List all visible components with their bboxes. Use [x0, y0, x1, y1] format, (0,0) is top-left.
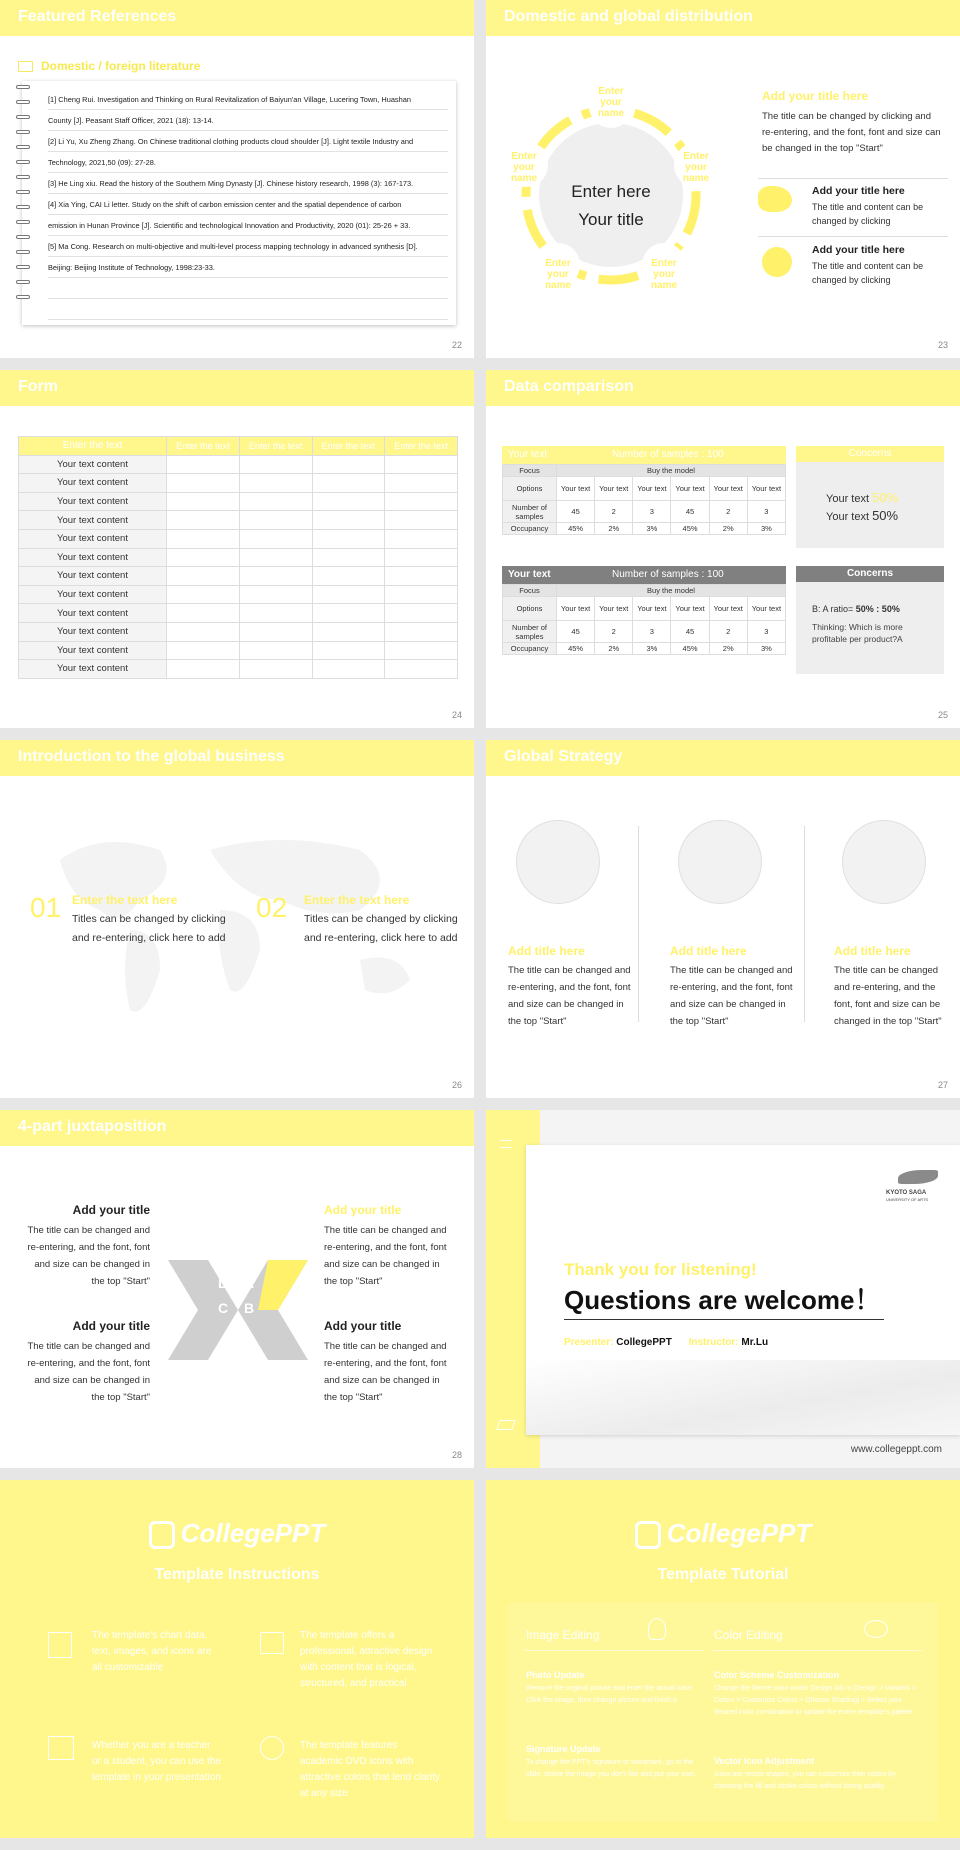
slide-header — [486, 0, 960, 36]
slide-title: Introduction to the global business — [18, 748, 285, 765]
page-number: 26 — [451, 1080, 462, 1090]
references-notebook — [22, 81, 456, 325]
node-label: Enter your name — [597, 86, 625, 119]
bulb-icon — [648, 1618, 666, 1640]
slide-template-instructions[interactable] — [0, 1480, 474, 1838]
col-title: Add title here — [834, 944, 911, 958]
item-desc: The title can be changed and re-entering, and the font, font and size can be changed in the top "Start" — [324, 1341, 447, 1403]
presenter-row: Presenter: CollegePPT Instructor: Mr.Lu — [564, 1337, 769, 1348]
page-number: 23 — [937, 340, 948, 350]
center-title: Enter here Your title — [571, 182, 651, 229]
tip-title: Photo Update — [526, 1670, 585, 1680]
table-header-row — [19, 437, 458, 456]
item-title: Add your title — [324, 1319, 402, 1333]
slide-thank-you[interactable] — [486, 1110, 960, 1468]
col-divider — [712, 1650, 922, 1651]
slide-title: Template Tutorial — [657, 1566, 789, 1583]
tip-text: Change the theme color under Design tab in [Design > Variants > Colors > Customize Colors > Choose Shading] > Select your desired color combination to update the entire template's palette. — [714, 1685, 917, 1716]
desc-1: Titles can be changed by clicking and re-entering, click here to add — [72, 913, 226, 944]
globe-icon — [842, 820, 926, 904]
brand-logo: CollegePPT — [0, 1518, 474, 1549]
slide-title: Template Instructions — [154, 1566, 320, 1583]
section-subtitle: Domestic / foreign literature — [41, 59, 201, 73]
tip-title: Vector Icon Adjustment — [714, 1756, 815, 1766]
reference-line: County [J]. Peasant Staff Officer, 2021 (18): 13-14. — [48, 110, 448, 131]
divider — [758, 236, 948, 237]
brand-logo: CollegePPT — [486, 1518, 960, 1549]
instruction-item: The template's chart data, text, images, and icons are all customizable — [92, 1630, 212, 1673]
ball-icon — [260, 1736, 284, 1760]
slide-header — [0, 740, 474, 776]
item-title: Add your title — [72, 1203, 150, 1217]
tip-title: Color Scheme Customization — [714, 1670, 840, 1680]
x-letter: C — [218, 1300, 229, 1316]
column-header: Enter the text — [167, 437, 240, 456]
reference-line: [1] Cheng Rui. Investigation and Thinking on Rural Revitalization of Baiyun'an Village, Lucering Town, Huashan — [48, 89, 448, 110]
comparison-table-2: Focus Buy the model Options Your text Your text Your text Your text Your text Your text Number of samples 45 2 3 45 2 3 Occupancy 45% 2% 3% 45% 2% 3% — [502, 584, 786, 655]
slide-title: 4-part juxtaposition — [18, 1118, 167, 1135]
reference-line: Beijing: Beijing Institute of Technology, 1998:23-33. — [48, 257, 448, 278]
concerns-box-2: Concerns B: A ratio= 50% : 50% Thinking: Which is more profitable per product?A — [796, 566, 944, 674]
palette-icon — [864, 1620, 888, 1638]
tip-text: Icons are vector shapes, you can customize their colors by choosing the fill and stroke colors without losing quality. — [714, 1771, 896, 1790]
table-row: Your text content — [19, 492, 458, 511]
item1-title: Add your title here — [812, 185, 905, 197]
slide-title: Data comparison — [504, 378, 634, 395]
slide-featured-references[interactable] — [0, 0, 474, 358]
x-letter: A — [244, 1275, 255, 1291]
col-desc: The title can be changed and re-entering, and the font, font and size can be changed in the top "Start" — [670, 965, 793, 1027]
right-title: Add your title here — [762, 89, 869, 103]
table-row: Your text content — [19, 567, 458, 586]
node-label: Enter your name — [544, 258, 572, 291]
menu-icon — [500, 1140, 512, 1148]
globe-icon — [678, 820, 762, 904]
node-label: Enter your name — [510, 151, 538, 184]
table-row: Your text content — [19, 548, 458, 567]
enter-text-1: Enter the text here — [72, 893, 178, 907]
table2-header: Your text Number of samples : 100 — [502, 566, 786, 584]
page-number: 25 — [937, 710, 948, 720]
slide-header — [486, 370, 960, 406]
table-row: Your text content — [19, 641, 458, 660]
slide-global-business[interactable] — [0, 740, 474, 1098]
desc-2: Titles can be changed by clicking and re-entering, click here to add — [304, 913, 458, 944]
table-row: Your text content — [19, 585, 458, 604]
slide-distribution[interactable] — [486, 0, 960, 358]
item2-title: Add your title here — [812, 244, 905, 256]
logo-name: KYOTO SAGA — [886, 1190, 927, 1196]
number-01: 01 — [30, 892, 62, 923]
column-divider — [638, 826, 639, 1022]
globe-icon — [762, 247, 792, 277]
node-label: Enter your name — [682, 151, 710, 184]
tip-text: To change the PPT's signature or wordmark, go to the slide, delete the image you don't like and put your own. — [526, 1759, 697, 1778]
slide-4part[interactable] — [0, 1110, 474, 1468]
col-heading: Color Editing — [714, 1628, 783, 1642]
item-title: Add your title — [72, 1319, 150, 1333]
item1-desc: The title and content can be changed by clicking — [812, 202, 924, 226]
table-row: Your text content — [19, 529, 458, 548]
logo-sub: UNIVERSITY OF ARTS — [886, 1197, 929, 1202]
comparison-table-1: Focus Buy the model Options Your text Your text Your text Your text Your text Your text Number of samples 45 2 3 45 2 3 Occupancy 45% 2% 3% 45% 2% 3% — [502, 464, 786, 535]
concerns-box-1: Concerns Your text 50% Your text 50% — [796, 446, 944, 548]
slide-header — [0, 370, 474, 406]
slide-header — [486, 740, 960, 776]
col-heading: Image Editing — [526, 1628, 600, 1642]
presentation-icon — [48, 1736, 74, 1760]
table-row: Your text content — [19, 455, 458, 474]
form-table — [18, 436, 458, 679]
tip-title: Signature Update — [526, 1744, 601, 1754]
instruction-item: Whether you are a teacher or a student, you can use the template in your presentation — [92, 1740, 221, 1783]
reference-line: [2] Li Yu, Xu Zheng Zhang. On Chinese traditional clothing products cloud shoulder [J]. Light textile Industry and — [48, 131, 448, 152]
questions-underline — [564, 1319, 884, 1320]
page-number: 24 — [451, 710, 462, 720]
table-row: Your text content — [19, 604, 458, 623]
concerns-header: Concerns — [796, 566, 944, 582]
page-number: 22 — [451, 340, 462, 350]
slide-title: Global Strategy — [504, 748, 623, 765]
enter-text-2: Enter the text here — [304, 893, 410, 907]
item2-desc: The title and content can be changed by clicking — [812, 261, 924, 285]
column-header: Enter the text — [312, 437, 385, 456]
item-desc: The title can be changed and re-entering, and the font, font and size can be changed in the top "Start" — [27, 1225, 150, 1287]
column-header: Enter the text — [239, 437, 312, 456]
reference-line: [5] Ma Cong. Research on multi-objective and multi-level process mapping technology in advanced synthesis [D]. — [48, 236, 448, 257]
slide-data-comparison[interactable] — [486, 370, 960, 728]
spiral-binding — [16, 85, 32, 310]
concerns-header: Concerns — [796, 446, 944, 462]
slide-header — [0, 1110, 474, 1146]
instruction-item: The template offers a professional, attractive design with content that is logical, structured, and practical — [300, 1630, 433, 1689]
item-title: Add your title — [324, 1203, 402, 1217]
x-diagram — [168, 1260, 308, 1360]
logo-icon — [635, 1521, 661, 1549]
column-header: Enter the text — [19, 437, 167, 456]
page-number: 28 — [451, 1450, 462, 1460]
slide-global-strategy[interactable] — [486, 740, 960, 1098]
table-row: Your text content — [19, 474, 458, 493]
reference-line: [3] He Ling xiu. Read the history of the Southern Ming Dynasty [J]. Chinese history research, 1998 (3): 167-173. — [48, 173, 448, 194]
reference-line: Technology, 2021,50 (09): 27-28. — [48, 152, 448, 173]
table1-header: Your text Number of samples : 100 — [502, 446, 786, 464]
slide-title: Form — [18, 378, 58, 395]
tip-text: Remove the original picture and enter the actual case. Click the image, then change picture and finish it. — [526, 1685, 694, 1704]
book-icon — [18, 61, 33, 72]
slide-title: Domestic and global distribution — [504, 8, 753, 25]
instruction-item: The template features academic DVD icons with attractive colors that lend clarity at any size — [300, 1740, 441, 1799]
number-02: 02 — [256, 892, 288, 923]
reference-list — [48, 89, 448, 320]
table-row: Your text content — [19, 622, 458, 641]
page-number: 27 — [937, 1080, 948, 1090]
china-map-icon — [758, 186, 792, 212]
x-letter: D — [218, 1275, 229, 1291]
wave-mesh — [526, 1360, 960, 1435]
slide-title: Featured References — [18, 8, 177, 25]
node-label: Enter your name — [650, 258, 678, 291]
col-desc: The title can be changed and re-entering, and the font, font and size can be changed in the top "Start" — [508, 965, 631, 1027]
ppt-icon — [48, 1632, 72, 1658]
col-title: Add title here — [508, 944, 585, 958]
slide-header — [0, 0, 474, 36]
logo-icon — [149, 1521, 175, 1549]
x-letter: B — [244, 1300, 255, 1316]
divider — [758, 178, 948, 179]
questions-text: Questions are welcome！ — [564, 1285, 881, 1315]
globe-icon — [516, 820, 600, 904]
right-desc: The title can be changed by clicking and re-entering, and the font, font and size can be changed in the top "Start" — [762, 111, 941, 154]
column-divider — [804, 826, 805, 1022]
item-desc: The title can be changed and re-entering, and the font, font and size can be changed in the top "Start" — [27, 1341, 150, 1403]
column-header: Enter the text — [385, 437, 458, 456]
thanks-text: Thank you for listening! — [564, 1260, 757, 1279]
stack-icon — [260, 1632, 284, 1654]
table-row: Your text content — [19, 660, 458, 679]
col-title: Add title here — [670, 944, 747, 958]
col-desc: The title can be changed and re-entering, and the font, font and size can be changed in the top "Start" — [834, 965, 942, 1027]
col-divider — [524, 1650, 704, 1651]
table-row: Your text content — [19, 511, 458, 530]
slide-template-tutorial[interactable] — [486, 1480, 960, 1838]
reference-line: [4] Xia Ying, CAI Li letter. Study on the shift of carbon emission center and the spatial dependence of carbon — [48, 194, 448, 215]
website-url[interactable]: www.collegeppt.com — [850, 1444, 942, 1455]
reference-line: emission in Hunan Province [J]. Scientific and technological Innovation and Productivity, 2020 (01): 25-26 + 33. — [48, 215, 448, 236]
item-desc: The title can be changed and re-entering, and the font, font and size can be changed in the top "Start" — [324, 1225, 447, 1287]
